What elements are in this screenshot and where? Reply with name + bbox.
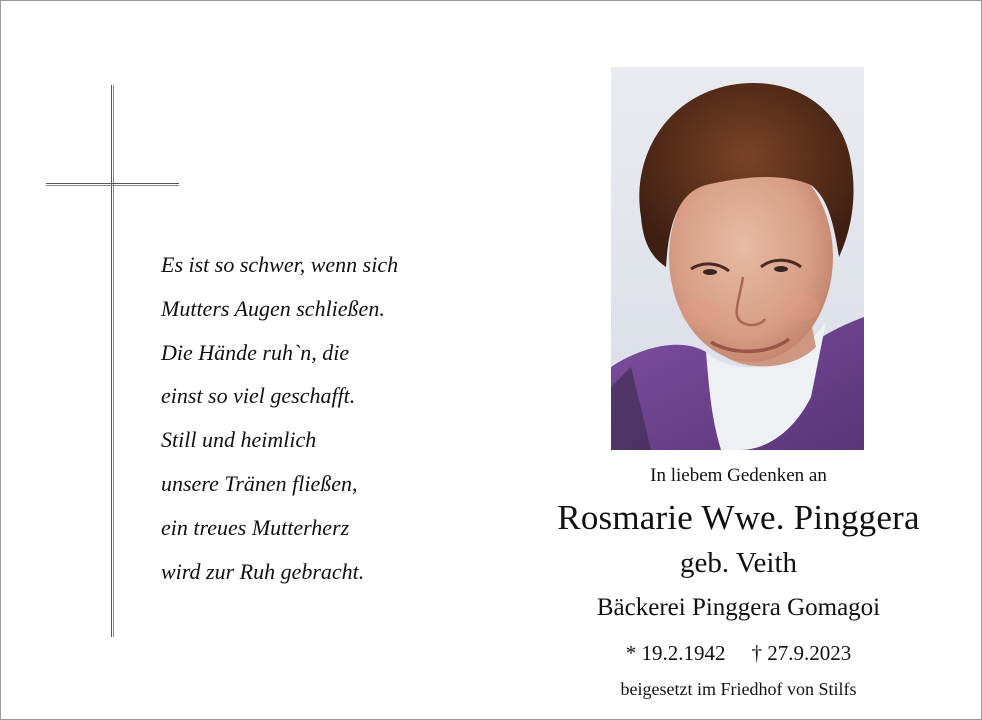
burial-place: beigesetzt im Friedhof von Stilfs: [620, 679, 857, 699]
poem-line: unsere Tränen fließen,: [161, 470, 358, 496]
poem-line: einst so viel geschafft.: [161, 383, 356, 409]
birth-date: * 19.2.1942: [625, 641, 726, 665]
maiden-name: geb. Veith: [679, 547, 798, 579]
memorial-poem: [161, 251, 481, 601]
death-date: † 27.9.2023: [751, 641, 852, 665]
poem-line: wird zur Ruh gebracht.: [161, 558, 365, 584]
portrait-photo: [611, 67, 864, 450]
poem-line: Es ist so schwer, wenn sich: [161, 252, 399, 277]
poem-line: Mutters Augen schließen.: [161, 295, 385, 321]
life-dates: [501, 641, 976, 666]
deceased-name: Rosmarie Wwe. Pinggera: [557, 498, 920, 537]
cross-vertical-bar: [111, 85, 114, 637]
poem-line: Still und heimlich: [161, 427, 317, 453]
business-name: Bäckerei Pinggera Gomagoi: [596, 594, 881, 621]
poem-line: Die Hände ruh`n, die: [161, 339, 350, 365]
memorial-intro: In liebem Gedenken an: [650, 465, 827, 486]
poem-line: ein treues Mutterherz: [161, 514, 350, 540]
cross-horizontal-bar: [46, 183, 179, 186]
